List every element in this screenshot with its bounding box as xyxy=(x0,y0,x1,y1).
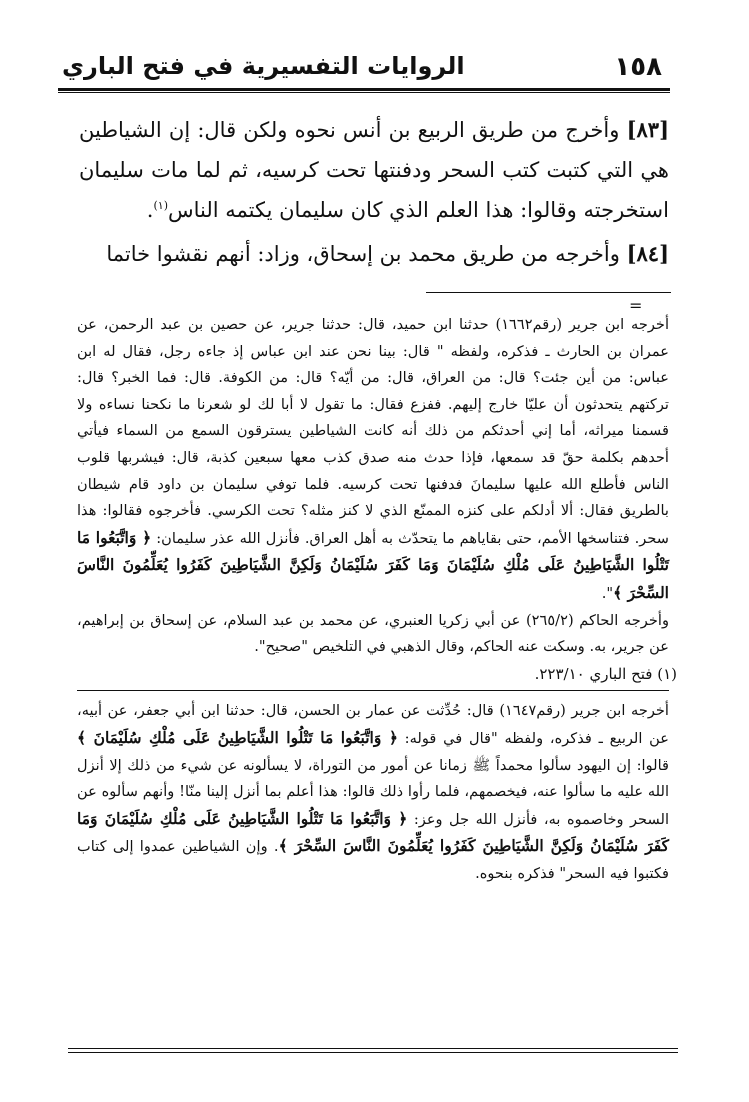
book-title: الروايات التفسيرية في فتح الباري xyxy=(62,52,465,80)
page-number: ١٥٨ xyxy=(614,52,662,82)
main-text xyxy=(79,110,669,278)
quran-verse: ﴿ وَاتَّبَعُوا مَا تَتْلُوا الشَّيَاطِينُ عَلَى مُلْكِ سُلَيْمَانَ وَمَا كَفَرَ سُلَيْمَانُ وَلَكِنَّ الشَّيَاطِينَ كَفَرُوا يُعَلِّمُونَ النَّاسَ السِّحْرَ ﴾ xyxy=(77,808,669,856)
bottom-rule-thin xyxy=(68,1052,678,1053)
item-number: [٨٤] xyxy=(626,241,669,266)
paragraph-text: وأخرجه من طريق محمد بن إسحاق، وزاد: أنهم نقشوا خاتما xyxy=(106,242,620,266)
footnote-reference: (١) فتح الباري ٢٢٣/١٠. xyxy=(534,664,677,683)
footnotes xyxy=(77,312,677,887)
paragraph-text: وأخرج من طريق الربيع بن أنس نحوه ولكن قال: إن الشياطين هي التي كتبت كتب السحر ودفنتها تحت كرسيه، ثم لما مات سليمان استخرجته وقالوا: هذا العلم الذي كان سليمان يكتمه الناس xyxy=(79,118,669,222)
item-number: [٨٣] xyxy=(626,117,669,142)
footnote-marker: (١) xyxy=(153,199,168,212)
footnote-divider xyxy=(426,292,671,293)
footnote-block xyxy=(77,698,669,887)
footnote-text: قالوا: إن اليهود سألوا محمداً ﷺ زمانا عن أمور من التوراة، لا يسألونه عن شيء من ذلك إلا أنزل الله عليه ما سألوا عنه، فيخصمهم، فلما رأوا ذلك قالوا: هذا أعلم بما أنزل إلينا منّا! وأنهم سألوه عن السحر وخاصموه به، فأنزل الله جل وعز: xyxy=(77,756,670,828)
footnote-separator xyxy=(77,690,669,692)
footnote-block xyxy=(77,312,669,608)
paragraph-83 xyxy=(79,110,669,230)
continuation-mark: = xyxy=(629,296,643,315)
header-rule-thin xyxy=(58,92,670,93)
quran-verse: ﴿ وَاتَّبَعُوا مَا تَتْلُوا الشَّيَاطِينُ عَلَى مُلْكِ سُلَيْمَانَ ﴾ xyxy=(77,727,398,747)
quran-verse: ﴿ وَاتَّبَعُوا مَا تَتْلُوا الشَّيَاطِينُ عَلَى مُلْكِ سُلَيْمَانَ وَمَا كَفَرَ سُلَيْمَانُ وَلَكِنَّ الشَّيَاطِينَ كَفَرُوا يُعَلِّمُونَ النَّاسَ السِّحْرَ ﴾ xyxy=(77,527,669,602)
bottom-rule xyxy=(68,1048,678,1049)
footnote-block xyxy=(77,608,669,661)
paragraph-end: . xyxy=(146,198,154,222)
footnote-text: أخرجه ابن جرير (رقم١٦٦٢) حدثنا ابن حميد، قال: حدثنا جرير، عن حصين بن عبد الرحمن، عن عمران بن الحارث ـ فذكره، ولفظه " قال: بينا نحن عند ابن عباس إذ جاءه رجل، فقال له ابن عباس: من أين جئت؟ قال: من العراق، قال: من أيّه؟ قال: من الكوفة. قال: فما الخبر؟ قال: تركتهم يتحدثون أن عليّا خارج إليهم. ففزع فقال: ما تقول لا أبا لك لو شعرنا ما نكحنا نساءه ولا قسمنا ميراثه، أما إني أحدثكم من ذلك أنه كانت الشياطين يسترقون السمع من السماء فيأتي أحدهم بكلمة حقّ قد سمعها، فإذا حدث منه صدق كذب معها سبعين كذبة، قال: فيشربها قلوب الناس فأطلع الله عليها سليمانَ فدفنها تحت كرسيه. فلما توفي سليمان بن داود قام شيطان بالطريق فقال: ألا أدلكم على كنزه الممنّع الذي لا كنز مثله؟ تحت الكرسي. فأخرجوه فقالوا: هذا سحر. فتناسخها الأمم، حتى بقاياهم ما يتحدّث به أهل العراق. فأنزل الله عذر سليمان: xyxy=(77,316,670,547)
footnote-text: أخرجه ابن جرير (رقم١٦٤٧) قال: حُدِّثت عن عمار بن الحسن، قال: حدثنا ابن أبي جعفر، عن أبيه، عن الربيع ـ فذكره، ولفظه "قال في قوله: xyxy=(77,702,669,747)
paragraph-84 xyxy=(79,234,669,274)
page-header xyxy=(62,52,662,90)
header-rule xyxy=(58,88,670,91)
footnote-text: ". xyxy=(601,584,614,602)
footnote-text: . وإن الشياطين عمدوا إلى كتاب فكتبوا فيه السحر" فذكره بنحوه. xyxy=(77,838,669,882)
footnote-text: وأخرجه الحاكم (٢٦٥/٢) عن أبي زكريا العنبري، عن محمد بن عبد السلام، عن إسحاق بن إبراهيم، عن جرير، به. وسكت عنه الحاكم، وقال الذهبي في التلخيص "صحيح". xyxy=(77,611,669,656)
